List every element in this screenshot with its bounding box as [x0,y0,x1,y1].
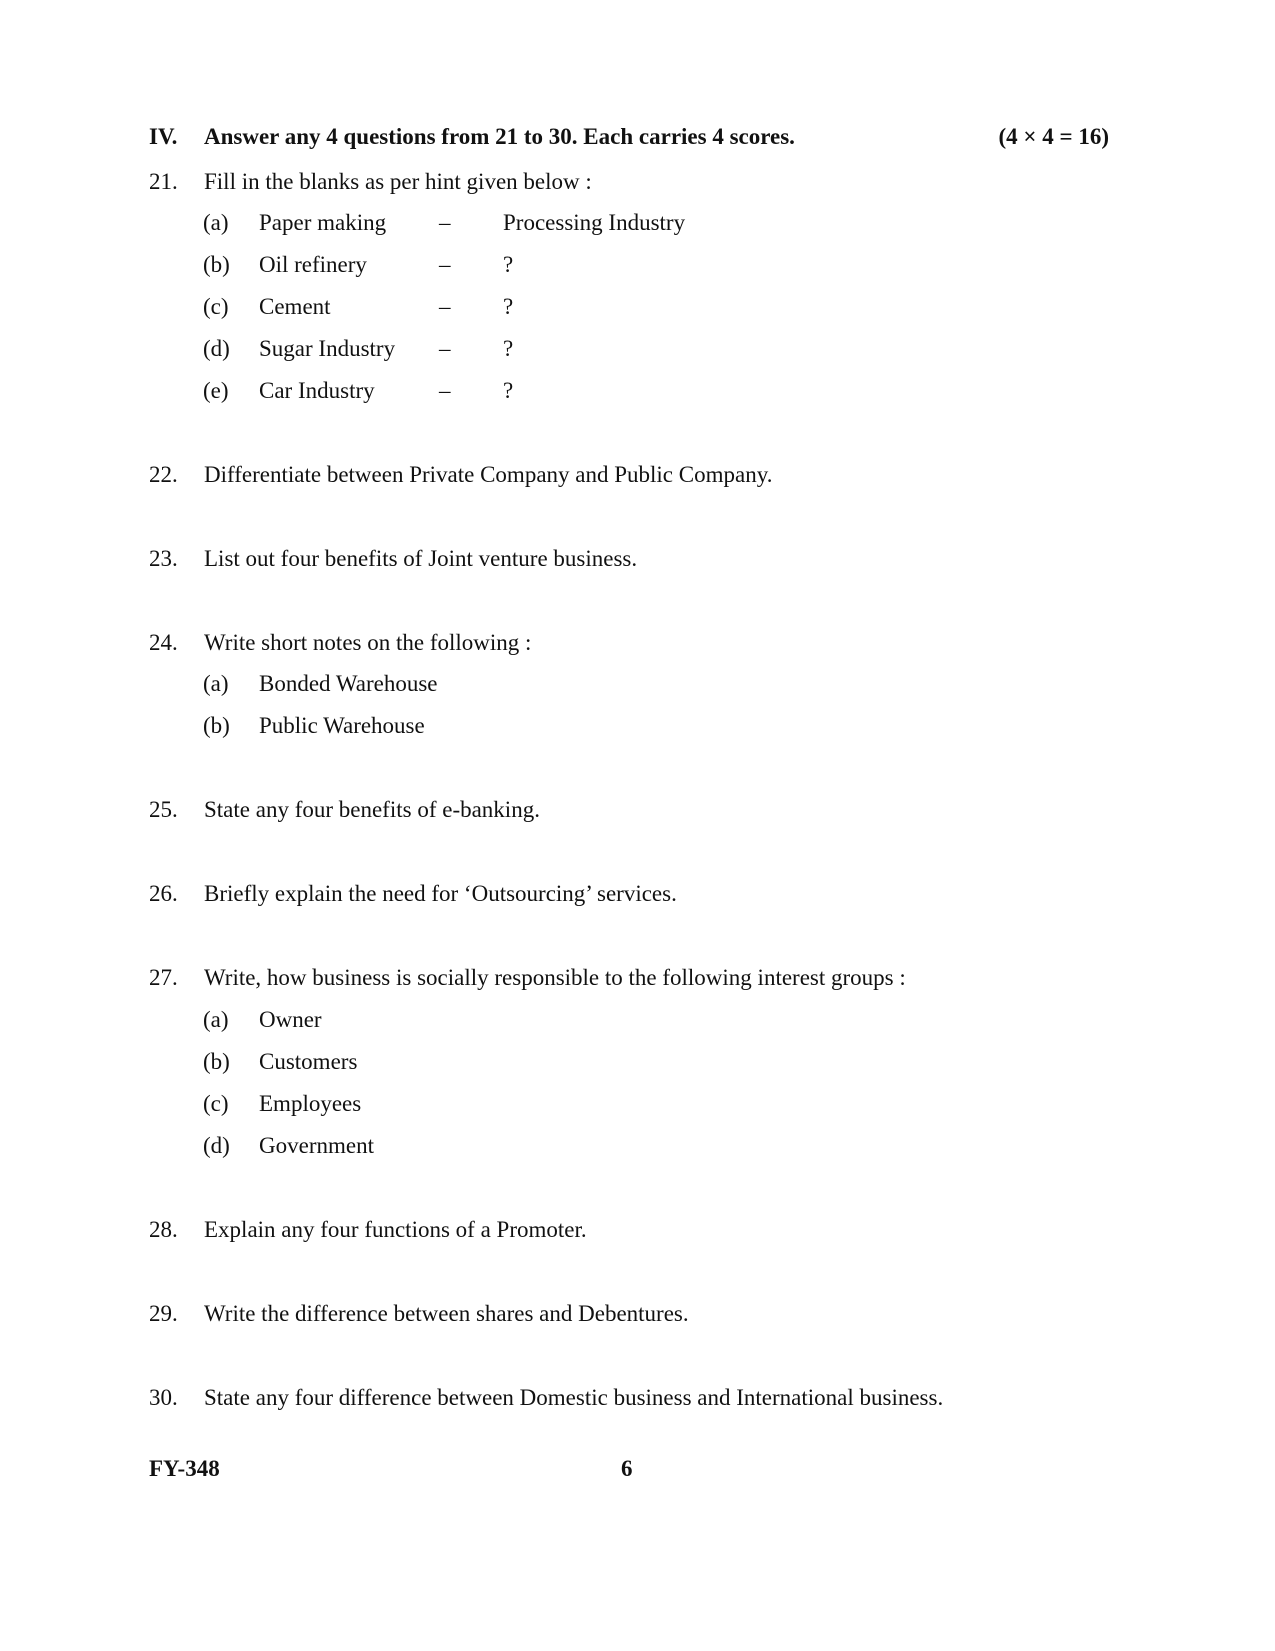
sub-item-label: (b) [203,252,230,277]
sub-item-text: Cement [259,294,331,319]
sub-item-answer: ? [503,336,514,361]
question-text: Explain any four functions of a Promoter. [204,1217,587,1242]
section-instruction: Answer any 4 questions from 21 to 30. Each carries 4 scores. [204,124,795,149]
page-number: 6 [621,1456,633,1481]
section-number: IV. [149,124,178,149]
sub-item-dash: – [439,336,451,361]
question-number: 23. [149,546,178,571]
question-number: 25. [149,797,178,822]
question-25 [149,797,1149,823]
sub-item-text: Sugar Industry [259,336,396,361]
sub-item-label: (a) [203,671,229,696]
question-text: Fill in the blanks as per hint given below : [204,169,592,194]
question-23 [149,546,1149,572]
sub-item-text: Car Industry [259,378,375,403]
question-number: 28. [149,1217,178,1242]
sub-item [203,294,513,320]
sub-item-answer: ? [503,252,514,277]
sub-item-label: (c) [203,294,229,319]
sub-item [203,713,425,739]
sub-item-label: (a) [203,210,229,235]
question-number: 22. [149,462,178,487]
sub-item-answer: ? [503,378,514,403]
section-heading [149,124,1109,150]
sub-item [203,1049,357,1075]
sub-item [203,210,685,236]
sub-item-label: (b) [203,1049,230,1074]
section-marks: (4 × 4 = 16) [998,124,1109,149]
sub-item-text: Paper making [259,210,387,235]
question-30 [149,1385,1149,1411]
question-text: Write, how business is socially responsible to the following interest groups : [204,965,906,990]
sub-item-label: (c) [203,1091,229,1116]
sub-item-text: Employees [259,1091,362,1116]
question-text: State any four benefits of e-banking. [204,797,540,822]
sub-item-text: Public Warehouse [259,713,425,738]
question-29 [149,1301,1149,1327]
sub-item [203,378,513,404]
sub-item-label: (d) [203,336,230,361]
sub-item [203,1133,374,1159]
sub-item-dash: – [439,294,451,319]
sub-item-dash: – [439,252,451,277]
question-22 [149,462,1149,488]
question-text: Differentiate between Private Company and Public Company. [204,462,773,487]
sub-item-label: (d) [203,1133,230,1158]
question-text: Write short notes on the following : [204,630,532,655]
sub-item-text: Oil refinery [259,252,367,277]
sub-item [203,1007,322,1033]
sub-item-label: (e) [203,378,229,403]
sub-item-answer: Processing Industry [503,210,686,235]
question-24 [149,630,1149,656]
question-number: 29. [149,1301,178,1326]
question-26 [149,881,1149,907]
sub-item-label: (b) [203,713,230,738]
sub-item [203,336,513,362]
question-28 [149,1217,1149,1243]
sub-item [203,1091,361,1117]
sub-item-text: Customers [259,1049,358,1074]
question-number: 21. [149,169,178,194]
question-text: Write the difference between shares and Debentures. [204,1301,689,1326]
sub-item-text: Government [259,1133,374,1158]
sub-item-dash: – [439,210,451,235]
question-number: 27. [149,965,178,990]
sub-item-dash: – [439,378,451,403]
question-text: Briefly explain the need for ‘Outsourcing’ services. [204,881,677,906]
question-number: 26. [149,881,178,906]
paper-code: FY-348 [149,1456,220,1481]
question-text: List out four benefits of Joint venture business. [204,546,638,571]
sub-item-label: (a) [203,1007,229,1032]
sub-item [203,252,513,278]
question-number: 30. [149,1385,178,1410]
question-27 [149,965,1149,991]
question-21 [149,169,1149,195]
sub-item [203,671,438,697]
sub-item-text: Owner [259,1007,322,1032]
sub-item-answer: ? [503,294,514,319]
sub-item-text: Bonded Warehouse [259,671,438,696]
question-text: State any four difference between Domestic business and International business. [204,1385,944,1410]
question-number: 24. [149,630,178,655]
